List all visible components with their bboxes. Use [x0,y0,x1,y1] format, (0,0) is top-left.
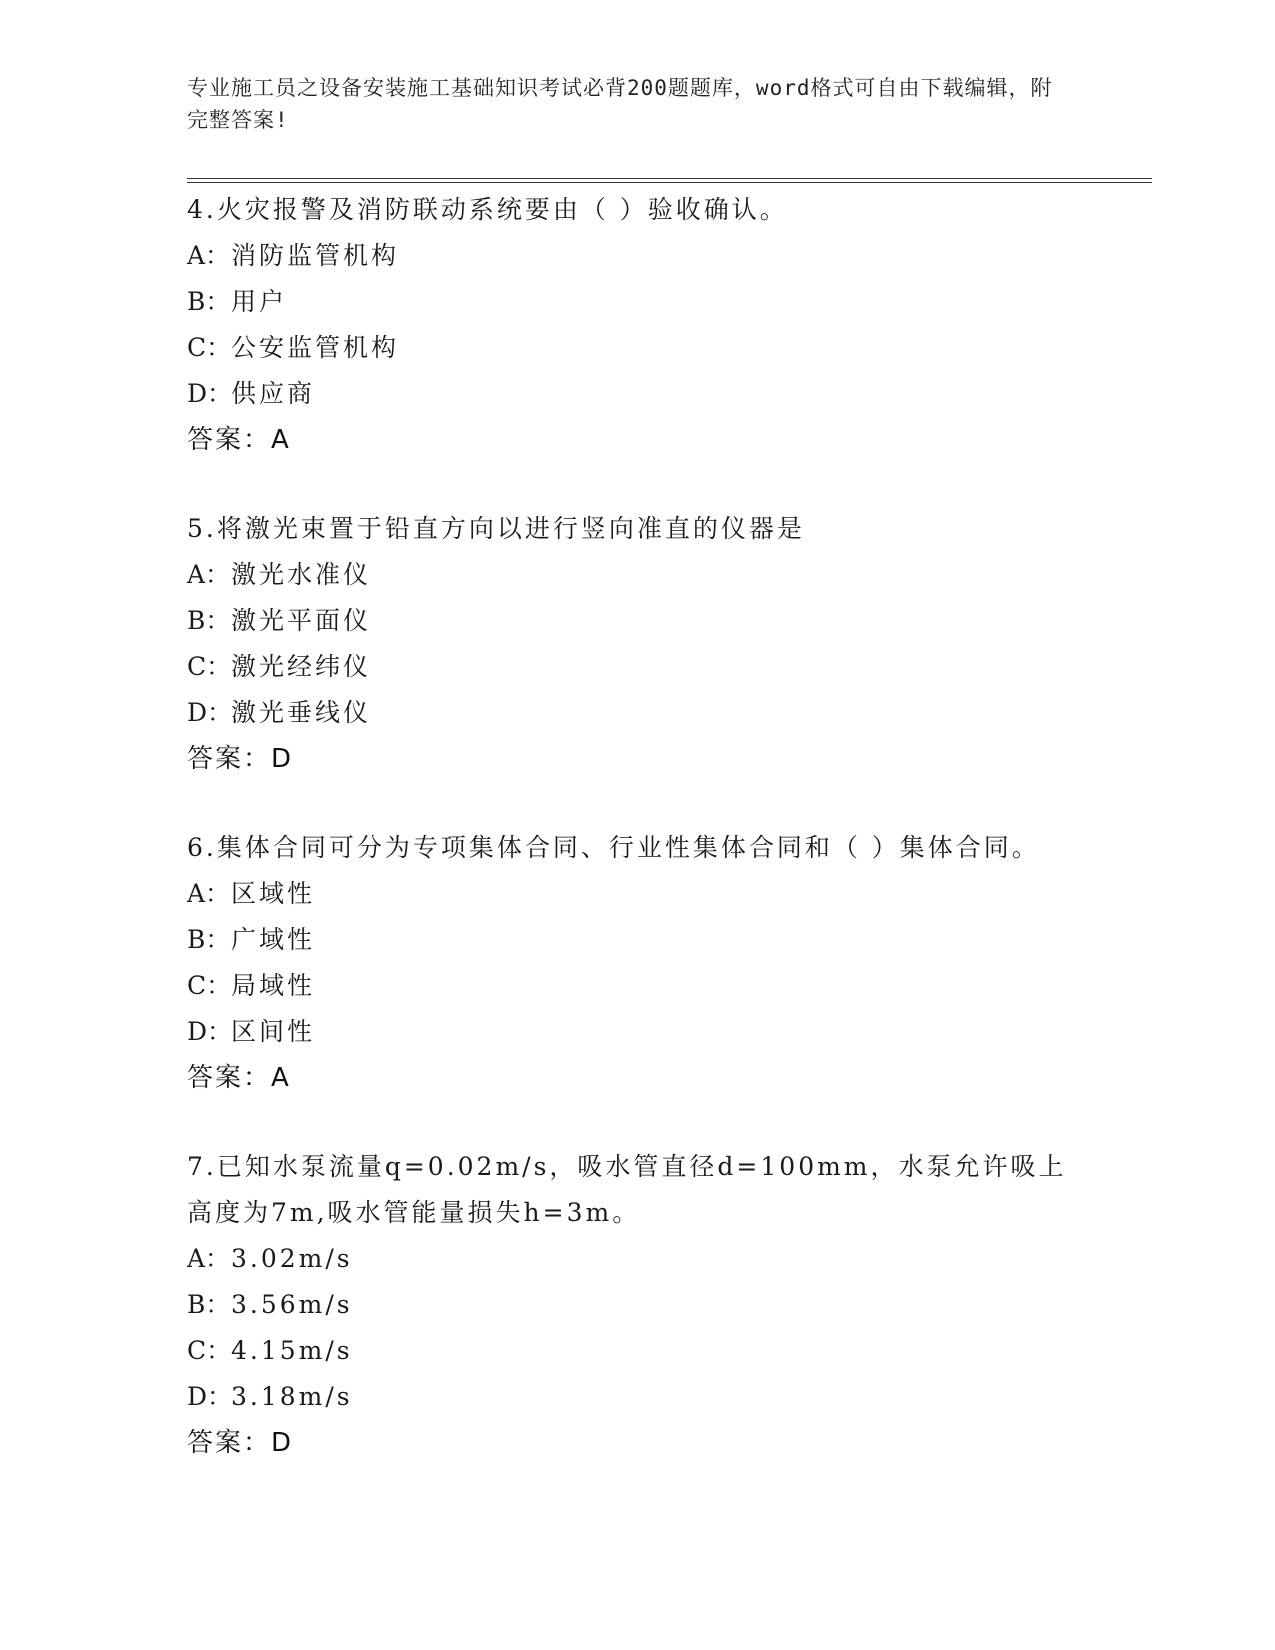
answer-value: D [271,744,292,774]
option-c [187,963,1087,1009]
option-key: A： [187,1244,231,1273]
question-text: 4.火灾报警及消防联动系统要由（ ）验收确认。 [187,195,788,224]
option-d [187,1009,1087,1055]
answer-label: 答案： [187,1428,272,1458]
answer-line [187,736,1087,782]
option-key: C： [187,971,232,1000]
option-a [187,1236,1087,1282]
option-text: 区域性 [231,879,316,908]
option-b [187,279,1087,325]
answer-label: 答案： [187,1063,272,1093]
option-c [187,1328,1087,1374]
header-divider-bottom [187,182,1152,183]
option-text: 消防监管机构 [231,241,400,270]
option-d [187,1374,1087,1420]
answer-value: D [271,1428,292,1458]
option-key: C： [187,333,232,362]
option-a [187,871,1087,917]
answer-line [187,417,1087,463]
option-d [187,371,1087,417]
option-b [187,1282,1087,1328]
option-key: A： [187,560,231,589]
option-c [187,325,1087,371]
option-key: C： [187,1336,232,1365]
option-key: B： [187,1290,231,1319]
option-text: 供应商 [231,379,316,408]
option-text: 激光垂线仪 [231,698,372,727]
question-7 [187,1144,1087,1466]
answer-value: A [271,425,289,455]
question-text: 7.已知水泵流量q=0.02m/s，吸水管直径d=100mm，水泵允许吸上高度为7m,吸水管能量损失h=3m。 [187,1152,1067,1227]
answer-label: 答案： [187,744,272,774]
option-c [187,644,1087,690]
question-6 [187,825,1087,1101]
option-key: B： [187,925,231,954]
option-a [187,552,1087,598]
option-key: A： [187,241,231,270]
option-b [187,917,1087,963]
option-key: D： [187,1382,233,1411]
answer-value: A [271,1063,289,1093]
option-text: 3.02m/s [231,1244,353,1273]
option-key: B： [187,606,231,635]
answer-line [187,1420,1087,1466]
option-text: 激光经纬仪 [231,652,372,681]
option-key: A： [187,879,231,908]
question-5 [187,506,1087,782]
option-text: 局域性 [231,971,316,1000]
option-text: 4.15m/s [231,1336,353,1365]
option-text: 激光水准仪 [231,560,372,589]
question-text: 5.将激光束置于铅直方向以进行竖向准直的仪器是 [187,514,805,543]
option-key: D： [187,379,233,408]
option-text: 用户 [231,287,288,316]
option-key: D： [187,698,233,727]
option-text: 3.56m/s [231,1290,353,1319]
question-text: 6.集体合同可分为专项集体合同、行业性集体合同和（ ）集体合同。 [187,833,1040,862]
option-key: D： [187,1017,233,1046]
option-key: B： [187,287,231,316]
option-b [187,598,1087,644]
option-text: 3.18m/s [231,1382,353,1411]
option-text: 公安监管机构 [231,333,400,362]
option-a [187,233,1087,279]
option-text: 激光平面仪 [231,606,372,635]
document-header: 专业施工员之设备安装施工基础知识考试必背200题题库，word格式可自由下载编辑，附完整答案! [187,76,1053,132]
answer-label: 答案： [187,425,272,455]
option-key: C： [187,652,232,681]
question-4 [187,187,1087,463]
answer-line [187,1055,1087,1101]
option-text: 广域性 [231,925,316,954]
option-text: 区间性 [231,1017,316,1046]
header-divider-top [187,178,1152,179]
option-d [187,690,1087,736]
